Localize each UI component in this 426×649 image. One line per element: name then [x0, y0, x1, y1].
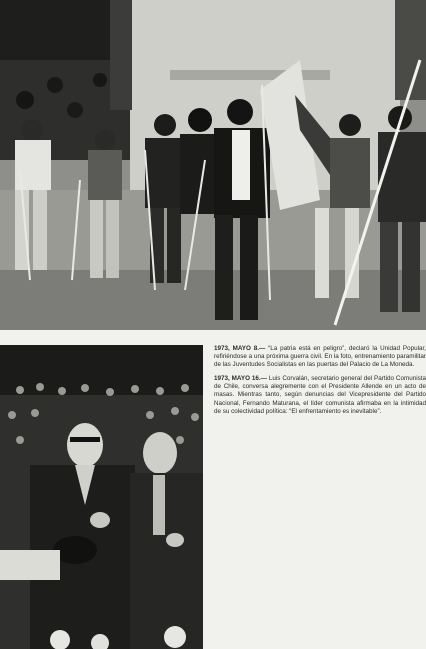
caption-column [214, 345, 426, 422]
caption-text: Luis Corvalán, secretario general del Partido Comunista de Chile, conversa alegremente con el Presidente Allende en un acto de masas. Mientras tanto, según denuncias del Vicepresidente del Partido Nacional, Fernando Maturana, el líder comunista afirmaba en la intimidad de su colectividad política: “El enfrentamiento es inevitable”. [214, 375, 426, 415]
caption-text: “La patria está en peligro”, declaró la Unidad Popular, refiriéndose a una próxima guerra civil. En la foto, entrenamiento paramilitar de las Juventudes Socialistas en las puertas del Palacio de La Moneda. [214, 345, 426, 369]
photo-corvalan-allende [0, 345, 203, 649]
caption-dateline: 1973, MAYO 16.— [214, 375, 267, 383]
caption-may-8 [214, 345, 426, 369]
photo-corvalan-allende-image [0, 345, 203, 649]
caption-may-16 [214, 375, 426, 415]
caption-dateline: 1973, MAYO 8.— [214, 345, 266, 352]
